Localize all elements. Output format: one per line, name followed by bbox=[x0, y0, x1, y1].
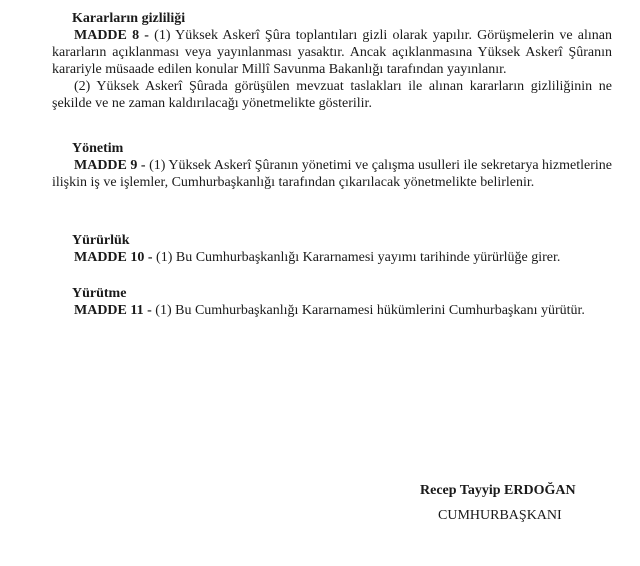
article-8-paragraph-2: (2) Yüksek Askerî Şûrada görüşülen mevzuat taslakları ile alınan kararların gizliliğinin ne şekilde ve ne zaman kaldırılacağı yönetmelikte gösterilir. bbox=[52, 79, 612, 111]
article-11-lead: MADDE 11 - bbox=[74, 303, 152, 318]
article-9-text: (1) Yüksek Askerî Şûranın yönetimi ve çalışma usulleri ile sekretarya hizmetlerine ilişkin iş ve işlemler, Cumhurbaşkanlığı tarafından çıkarılacak yönetmelikte belirlenir. bbox=[52, 158, 612, 190]
article-10 bbox=[52, 249, 612, 266]
section-heading-yonetim: Yönetim bbox=[72, 141, 124, 156]
section-heading-yururluk: Yürürlük bbox=[72, 233, 130, 248]
article-8-text: (1) Yüksek Askerî Şûra toplantıları gizli olarak yapılır. Görüşmelerin ve alınan kararların açıklanması veya yayınlanması yasaktır. Ancak açıklanmasına Yüksek Askerî Şûranın karariyle müsaade edilen konular Millî Savunma Bakanlığı tarafından yayınlanır. bbox=[52, 28, 612, 77]
section-heading-gizlilik: Kararların gizliliği bbox=[72, 11, 186, 26]
article-10-text: (1) Bu Cumhurbaşkanlığı Kararnamesi yayımı tarihinde yürürlüğe girer. bbox=[152, 250, 561, 265]
article-11 bbox=[52, 302, 612, 319]
section-heading-yurutme: Yürütme bbox=[72, 286, 127, 301]
article-8-paragraph-1 bbox=[52, 27, 612, 78]
article-10-lead: MADDE 10 - bbox=[74, 250, 153, 265]
article-8-lead: MADDE 8 - bbox=[74, 28, 149, 43]
article-11-text: (1) Bu Cumhurbaşkanlığı Kararnamesi hükümlerini Cumhurbaşkanı yürütür. bbox=[151, 303, 585, 318]
signature-title: CUMHURBAŞKANI bbox=[438, 508, 562, 523]
signature-name: Recep Tayyip ERDOĞAN bbox=[420, 483, 576, 498]
article-9-lead: MADDE 9 - bbox=[74, 158, 146, 173]
article-9 bbox=[52, 157, 612, 191]
article-8 bbox=[52, 27, 612, 112]
